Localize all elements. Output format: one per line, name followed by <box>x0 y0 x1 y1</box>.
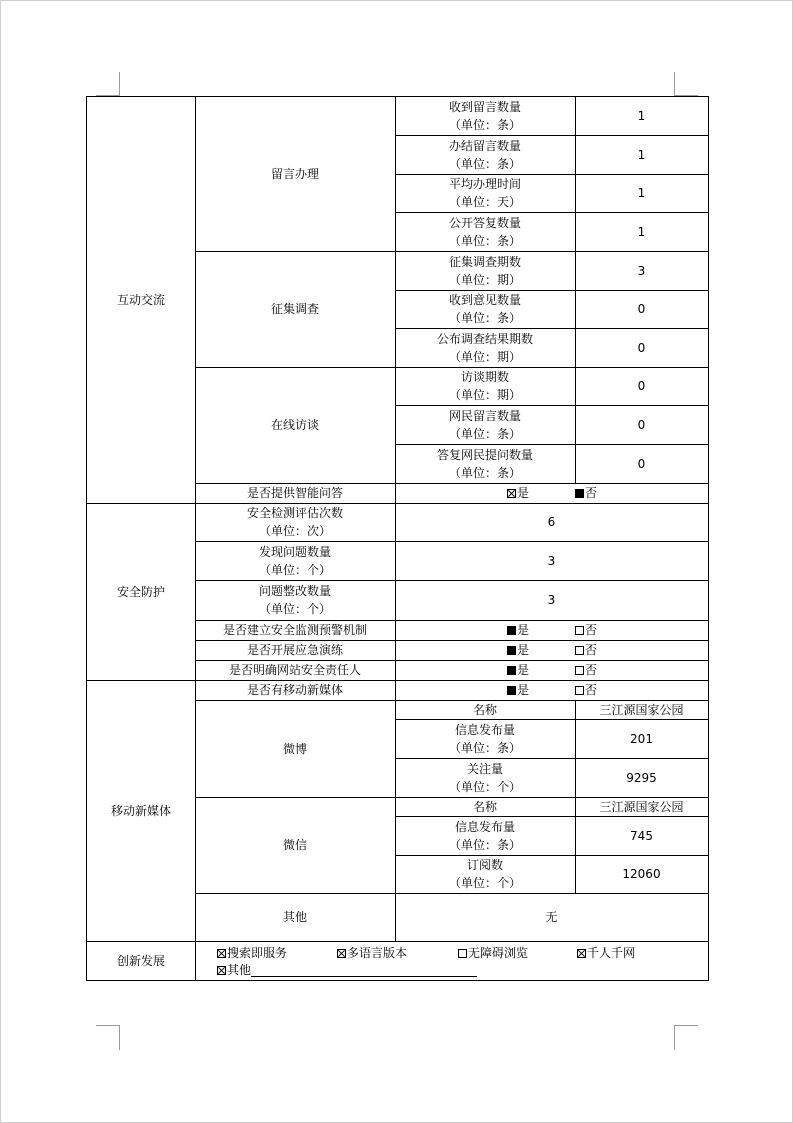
weibo-posts-value: 201 <box>630 731 653 746</box>
option-label: 是 <box>517 623 530 637</box>
other-label: 其他 <box>282 910 307 924</box>
metric-unit: （单位：个） <box>448 779 521 794</box>
no-option[interactable] <box>575 641 597 659</box>
metric-value: 3 <box>547 593 556 607</box>
metric-value: 0 <box>637 456 646 471</box>
option-label: 无障碍浏览 <box>468 946 529 960</box>
yes-option[interactable] <box>507 621 529 639</box>
metric-unit: （单位：期） <box>448 349 521 364</box>
metric-name: 收到意见数量 <box>448 293 521 307</box>
innovation-multilang-option[interactable] <box>337 944 407 962</box>
crop-mark-bottom-left <box>119 1025 120 1050</box>
metric-label <box>395 251 575 290</box>
metric-label <box>395 290 575 328</box>
metric-value: 1 <box>637 224 646 239</box>
checkbox-empty-icon <box>575 626 584 635</box>
innovation-other-option[interactable] <box>217 961 477 979</box>
checkbox-crossed-icon <box>507 489 516 498</box>
group-messages: 留言办理 <box>270 166 319 181</box>
metric-label <box>395 96 575 135</box>
checkbox-empty-icon <box>575 666 584 675</box>
option-label: 是 <box>517 643 530 657</box>
option-label: 是 <box>517 486 530 500</box>
metric-value: 6 <box>547 515 556 529</box>
metric-unit: （单位：条） <box>448 465 521 480</box>
section-interaction: 互动交流 <box>116 292 165 307</box>
metric-label <box>395 367 575 405</box>
metric-unit: （单位：天） <box>448 195 521 209</box>
crop-mark-top-left <box>119 72 120 96</box>
checkbox-crossed-icon <box>217 949 226 958</box>
group-survey: 征集调查 <box>270 302 319 316</box>
weibo-follow-value: 9295 <box>626 770 657 785</box>
metric-unit: （单位：条） <box>448 311 521 325</box>
metric-value: 0 <box>637 302 646 316</box>
metric-unit: （单位：条） <box>448 117 521 132</box>
smart-qa-yes-option[interactable] <box>507 484 529 502</box>
metric-unit: （单位：条） <box>448 740 521 755</box>
yes-option[interactable] <box>507 661 529 679</box>
option-label: 否 <box>585 623 598 637</box>
innovation-personalized-option[interactable] <box>577 944 635 962</box>
wechat-sub-value: 12060 <box>622 867 661 881</box>
other-value: 无 <box>545 910 558 924</box>
weibo-title: 微博 <box>282 741 307 756</box>
metric-unit: （单位：个） <box>258 562 331 577</box>
metric-name: 订阅数 <box>466 858 503 872</box>
section-security: 安全防护 <box>116 584 165 599</box>
metric-name: 问题整改数量 <box>258 584 331 598</box>
metric-name: 信息发布量 <box>454 819 515 834</box>
checkbox-crossed-icon <box>577 949 586 958</box>
metric-value: 1 <box>637 108 646 123</box>
checkbox-filled-icon <box>507 626 516 635</box>
metric-label <box>395 816 575 855</box>
metric-name: 办结留言数量 <box>448 138 521 153</box>
metric-value: 1 <box>637 147 646 162</box>
option-label: 千人千网 <box>587 946 636 960</box>
metric-unit: （单位：条） <box>448 233 521 248</box>
metric-value: 3 <box>637 263 646 278</box>
metric-value: 3 <box>547 553 556 568</box>
checkbox-crossed-icon <box>337 949 346 958</box>
checkbox-filled-icon <box>507 646 516 655</box>
wechat-title: 微信 <box>282 838 307 852</box>
crop-mark-bottom-right <box>674 1025 675 1050</box>
metric-unit: （单位：条） <box>448 426 521 441</box>
metric-label <box>395 855 575 893</box>
metric-name: 平均办理时间 <box>448 177 521 191</box>
wechat-name-value: 三江源国家公园 <box>599 799 684 814</box>
metric-value: 0 <box>637 379 646 393</box>
option-label: 否 <box>585 643 598 657</box>
yesno-options <box>395 640 708 660</box>
option-label: 搜索即服务 <box>227 946 288 960</box>
checkbox-empty-icon <box>458 949 467 958</box>
option-label: 多语言版本 <box>347 946 408 960</box>
yes-option[interactable] <box>507 681 529 699</box>
metric-label <box>395 135 575 174</box>
metric-label <box>395 444 575 483</box>
checkbox-filled-icon <box>507 666 516 675</box>
metric-name: 安全检测评估次数 <box>246 506 343 520</box>
yesno-label: 是否开展应急演练 <box>246 643 343 657</box>
metric-name: 公布调查结果期数 <box>436 331 533 346</box>
metric-unit: （单位：个） <box>448 876 521 890</box>
section-mobile: 移动新媒体 <box>110 803 171 818</box>
weibo-name-label: 名称 <box>472 702 497 717</box>
mobile-yesno-label: 是否有移动新媒体 <box>246 683 343 697</box>
checkbox-filled-icon <box>507 686 516 695</box>
checkbox-crossed-icon <box>217 966 226 975</box>
option-label: 是 <box>517 663 530 677</box>
innovation-accessible-option[interactable] <box>458 944 528 962</box>
yesno-label: 是否建立安全监测预警机制 <box>222 623 367 637</box>
crop-mark-top-right <box>674 72 675 96</box>
metric-value: 1 <box>637 186 646 200</box>
yesno-options <box>395 620 708 640</box>
metric-unit: （单位：次） <box>258 524 331 538</box>
metric-label <box>395 328 575 367</box>
smart-qa-options <box>395 483 708 503</box>
metric-label <box>395 212 575 251</box>
section-innovation: 创新发展 <box>116 953 165 968</box>
metric-name: 信息发布量 <box>454 722 515 737</box>
metric-label <box>395 758 575 797</box>
metric-unit: （单位：条） <box>448 156 521 171</box>
option-label: 否 <box>585 663 598 677</box>
mobile-yesno-options <box>395 680 708 700</box>
metric-unit: （单位：条） <box>448 837 521 852</box>
metric-label <box>395 719 575 758</box>
yes-option[interactable] <box>507 641 529 659</box>
no-option[interactable] <box>575 621 597 639</box>
metric-value: 0 <box>637 340 646 355</box>
metric-label <box>195 580 395 620</box>
metric-unit: （单位：期） <box>448 272 521 287</box>
checkbox-empty-icon <box>575 646 584 655</box>
metric-name: 收到留言数量 <box>448 99 521 114</box>
metric-name: 网民留言数量 <box>448 408 521 423</box>
metric-unit: （单位：期） <box>448 388 521 402</box>
metric-name: 征集调查期数 <box>448 254 521 269</box>
metric-name: 公开答复数量 <box>448 215 521 230</box>
innovation-search-option[interactable] <box>217 944 287 962</box>
crop-mark-bottom-left-h <box>96 1025 120 1026</box>
metric-label <box>195 541 395 580</box>
metric-name: 答复网民提问数量 <box>436 447 533 462</box>
no-option[interactable] <box>575 681 597 699</box>
crop-mark-bottom-right-h <box>674 1025 698 1026</box>
metric-label <box>395 174 575 212</box>
other-fill-line[interactable] <box>251 963 477 977</box>
metric-value: 0 <box>637 417 646 432</box>
option-label: 否 <box>585 683 598 697</box>
metric-unit: （单位：个） <box>258 602 331 616</box>
weibo-name-value: 三江源国家公园 <box>599 702 684 717</box>
no-option[interactable] <box>575 661 597 679</box>
option-label: 是 <box>517 683 530 697</box>
yesno-options <box>395 660 708 680</box>
option-label: 否 <box>585 486 598 500</box>
yesno-label: 是否明确网站安全责任人 <box>228 663 361 677</box>
metric-name: 关注量 <box>466 761 503 776</box>
metric-name: 访谈期数 <box>460 370 509 384</box>
metric-name: 发现问题数量 <box>258 544 331 559</box>
metric-label <box>395 405 575 444</box>
checkbox-filled-icon <box>575 489 584 498</box>
wechat-name-label: 名称 <box>472 799 497 814</box>
smart-qa-label: 是否提供智能问答 <box>246 486 343 500</box>
checkbox-empty-icon <box>575 686 584 695</box>
group-interview: 在线访谈 <box>270 418 319 432</box>
smart-qa-no-option[interactable] <box>575 484 597 502</box>
option-label: 其他 <box>227 963 252 977</box>
metric-label <box>195 503 395 541</box>
wechat-posts-value: 745 <box>630 828 653 843</box>
